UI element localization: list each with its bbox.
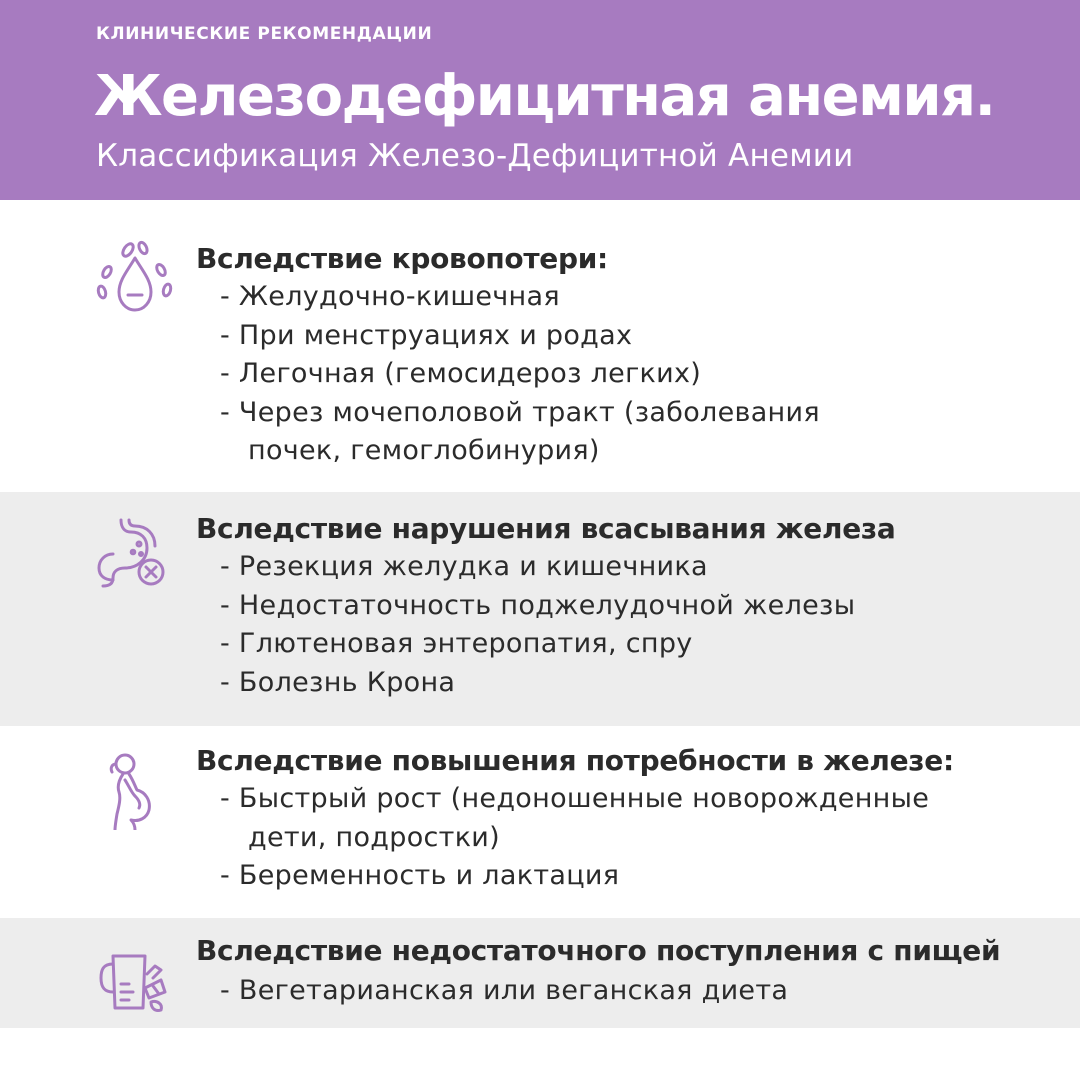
section-malabsorption <box>0 492 1080 726</box>
list-item: - Желудочно-кишечная <box>220 281 560 312</box>
list-item: - При менструациях и родах <box>220 319 633 351</box>
section-heading: Вследствие повышения потребности в железе: <box>196 744 954 777</box>
blood-drop-icon <box>95 240 175 320</box>
section-blood-loss <box>0 200 1080 492</box>
list-item: - Через мочеполовой тракт (заболевания почек, гемоглобинурия) <box>220 396 820 467</box>
section-list <box>220 780 929 896</box>
section-list <box>220 278 820 471</box>
header-kicker: КЛИНИЧЕСКИЕ РЕКОМЕНДАЦИИ <box>96 24 433 44</box>
header-banner <box>0 0 1080 200</box>
page-subtitle: Классификация Железо-Дефицитной Анемии <box>96 138 854 174</box>
section-insufficient-intake <box>0 918 1080 1028</box>
pregnant-woman-icon <box>95 750 175 830</box>
section-heading: Вследствие кровопотери: <box>196 242 608 275</box>
list-item: - Вегетарианская или веганская диета <box>220 975 789 1006</box>
section-heading: Вследствие нарушения всасывания железа <box>196 512 896 545</box>
page-title: Железодефицитная анемия. <box>94 64 995 129</box>
section-heading: Вследствие недостаточного поступления с пищей <box>196 934 1001 967</box>
stomach-icon <box>95 514 175 594</box>
section-list <box>220 548 855 702</box>
list-item: - Глютеновая энтеропатия, спру <box>220 628 693 660</box>
list-item: - Болезнь Крона <box>220 666 456 698</box>
section-increased-demand <box>0 726 1080 918</box>
section-list <box>220 972 788 1011</box>
list-item: - Недостаточность поджелудочной железы <box>220 589 856 621</box>
blender-vegetables-icon <box>95 944 175 1024</box>
list-item: - Легочная (гемосидероз легких) <box>220 358 702 390</box>
list-item: - Быстрый рост (недоношенные новорожденные дети, подростки) <box>220 783 930 853</box>
list-item: - Беременность и лактация <box>220 860 620 892</box>
list-item: - Резекция желудка и кишечника <box>220 551 708 582</box>
